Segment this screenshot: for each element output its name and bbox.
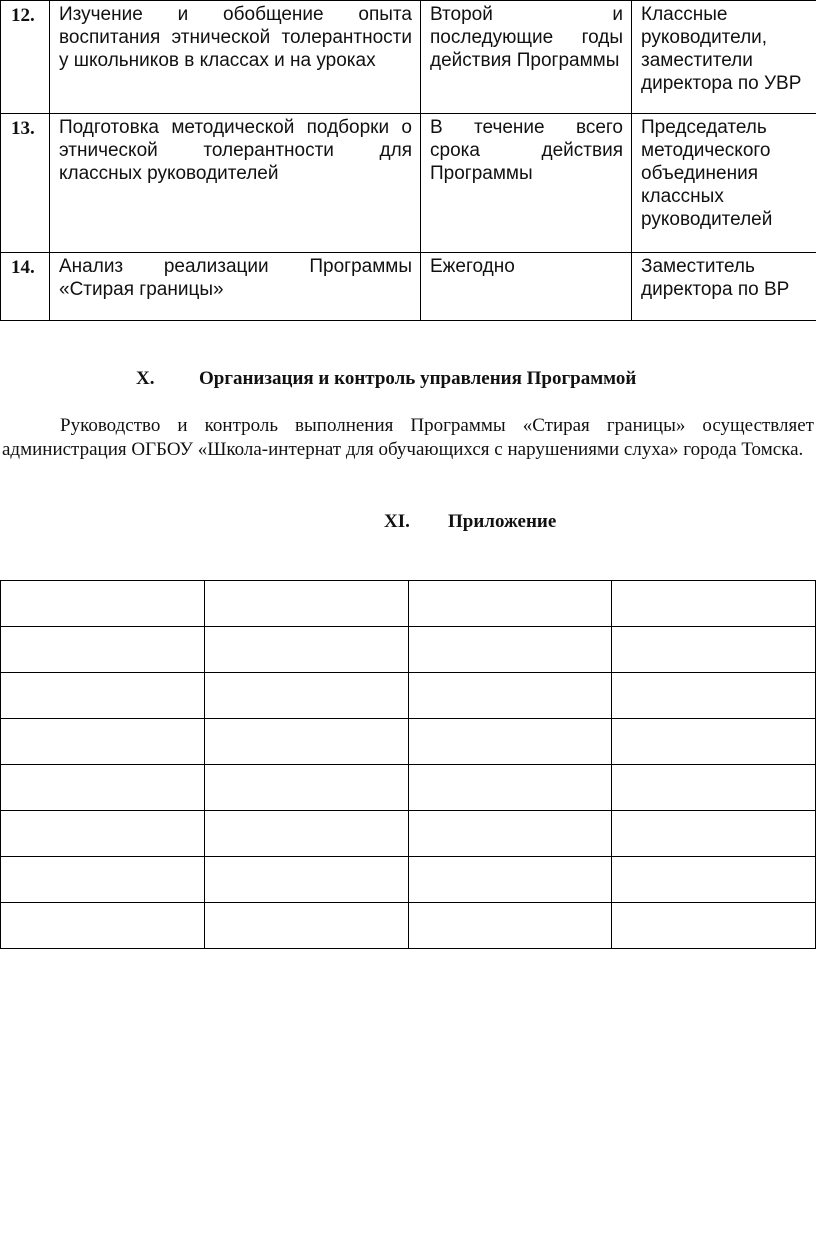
empty-cell <box>408 765 612 811</box>
section-title: Приложение <box>448 511 557 532</box>
responsible-cell: Классные руководители, заместители директора по УВР <box>632 1 816 114</box>
table-row <box>1 1 816 114</box>
empty-cell <box>1 581 205 627</box>
empty-cell <box>204 811 408 857</box>
empty-cell <box>612 673 816 719</box>
appendix-table <box>0 580 816 949</box>
empty-cell <box>612 581 816 627</box>
empty-cell <box>612 765 816 811</box>
empty-cell <box>204 673 408 719</box>
empty-cell <box>408 811 612 857</box>
section-title: Организация и контроль управления Программой <box>199 368 637 389</box>
section-paragraph: Руководство и контроль выполнения Программы «Стирая границы» осуществляет администрация ОГБОУ «Школа-интернат для обучающихся с нарушениями слуха» города Томска. <box>2 415 814 460</box>
empty-cell <box>1 765 205 811</box>
table-row <box>1 811 816 857</box>
table-row <box>1 765 816 811</box>
table-row <box>1 903 816 949</box>
empty-cell <box>204 903 408 949</box>
empty-cell <box>408 627 612 673</box>
responsible-cell: Председатель методического объединения классных руководителей <box>632 114 816 253</box>
empty-cell <box>408 719 612 765</box>
timing-cell: В течение всего срока действия Программы <box>421 114 632 253</box>
table-row <box>1 719 816 765</box>
empty-cell <box>612 857 816 903</box>
activity-cell: Изучение и обобщение опыта воспитания этнической толерантности у школьников в классах и на уроках <box>50 1 421 114</box>
empty-cell <box>204 719 408 765</box>
activity-cell: Анализ реализации Программы «Стирая границы» <box>50 253 421 321</box>
section-number: XI. <box>384 511 410 532</box>
timing-cell: Ежегодно <box>421 253 632 321</box>
responsible-cell: Заместитель директора по ВР <box>632 253 816 321</box>
empty-cell <box>1 673 205 719</box>
empty-cell <box>612 903 816 949</box>
activity-cell: Подготовка методической подборки о этнической толерантности для классных руководителей <box>50 114 421 253</box>
empty-cell <box>612 719 816 765</box>
empty-cell <box>204 581 408 627</box>
plan-table <box>0 0 816 321</box>
empty-cell <box>1 903 205 949</box>
table-row <box>1 581 816 627</box>
table-row <box>1 673 816 719</box>
empty-cell <box>408 903 612 949</box>
empty-cell <box>204 857 408 903</box>
empty-cell <box>1 857 205 903</box>
empty-cell <box>204 765 408 811</box>
empty-cell <box>204 627 408 673</box>
table-row <box>1 114 816 253</box>
row-number: 12. <box>1 1 50 114</box>
row-number: 13. <box>1 114 50 253</box>
empty-cell <box>1 811 205 857</box>
timing-cell: Второй и последующие годы действия Программы <box>421 1 632 114</box>
empty-cell <box>408 857 612 903</box>
empty-cell <box>612 627 816 673</box>
section-number: X. <box>136 368 155 389</box>
table-row <box>1 253 816 321</box>
empty-cell <box>1 719 205 765</box>
empty-cell <box>612 811 816 857</box>
empty-cell <box>408 673 612 719</box>
row-number: 14. <box>1 253 50 321</box>
table-row <box>1 857 816 903</box>
section-heading <box>136 368 636 390</box>
table-row <box>1 627 816 673</box>
empty-cell <box>408 581 612 627</box>
section-heading <box>384 511 556 533</box>
empty-cell <box>1 627 205 673</box>
